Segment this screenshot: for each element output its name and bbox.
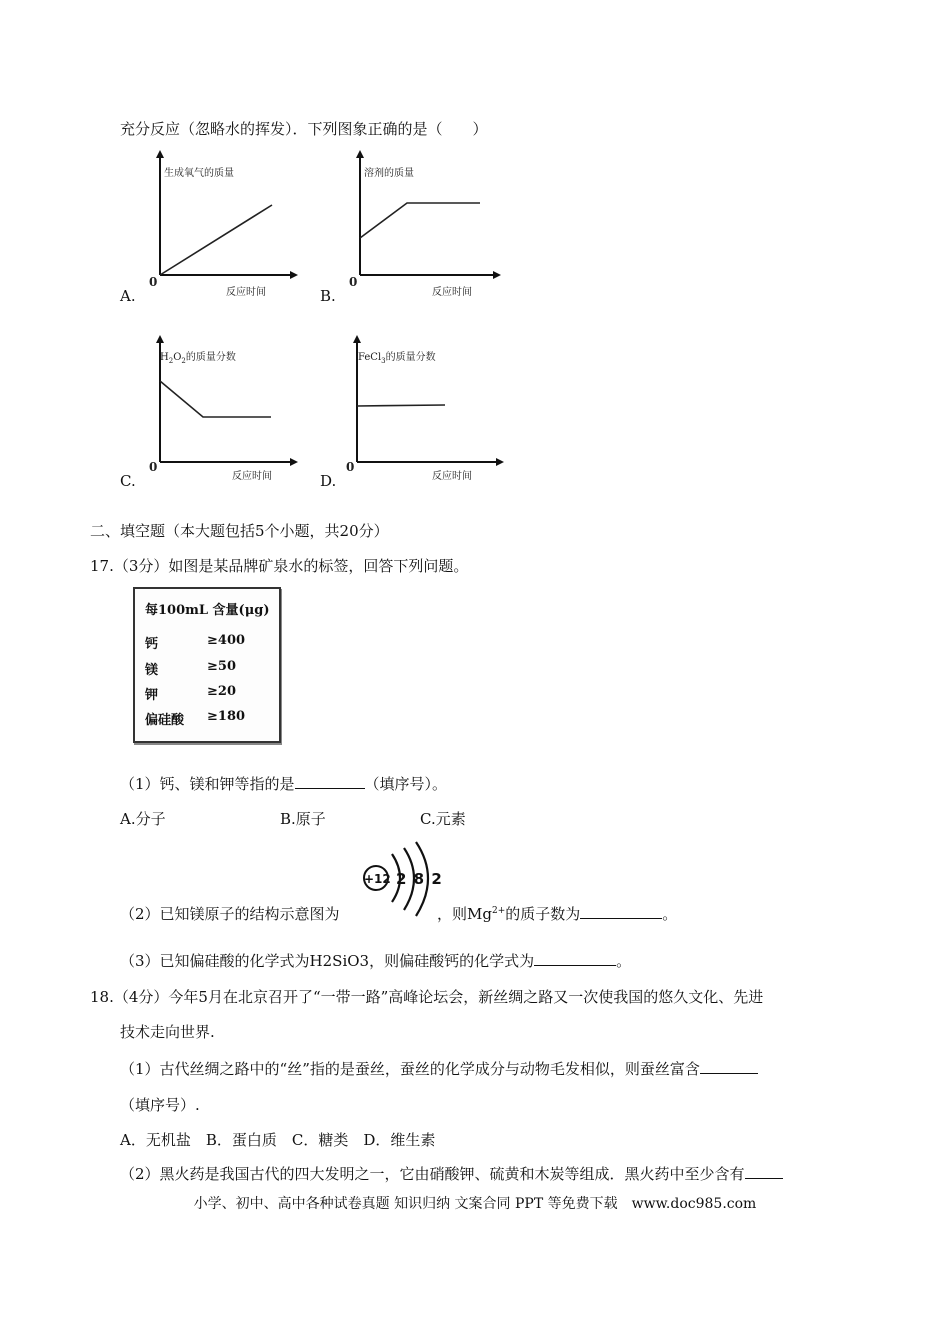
chart-d-ylabel: FeCl$_3$的质量分数 — [358, 352, 436, 365]
label-row-name: 钙 — [145, 637, 159, 652]
chart-a-line — [160, 205, 272, 275]
answer-blank[interactable] — [700, 1059, 758, 1074]
magnesium-atom-diagram — [358, 840, 448, 924]
q18-stem-line1: 18.（4分）今年5月在北京召开了“一带一路”高峰论坛会，新丝绸之路又一次使我国的悠久文化、先进 — [90, 988, 764, 1006]
label-row-name: 偏硅酸 — [145, 713, 185, 728]
q16-stem: 充分反应（忽略水的挥发）．下列图象正确的是（ ） — [120, 120, 488, 138]
chart-c-line — [160, 381, 271, 417]
label-header: 每100mL 含量(μg) — [145, 603, 270, 618]
q18-part1-line2: （填序号）. — [120, 1096, 200, 1114]
chart-c-xlabel: 反应时间 — [232, 471, 272, 482]
chart-a-y-arrow — [156, 150, 164, 158]
chart-d-x-arrow — [496, 458, 504, 466]
q18-part1-line1 — [120, 1058, 758, 1079]
q17-part2-mid: ，则Mg — [437, 905, 492, 923]
chart-d-xlabel: 反应时间 — [432, 471, 472, 482]
q17-part3 — [120, 950, 631, 971]
chart-b-x-arrow — [493, 271, 501, 279]
chart-b-svg — [340, 150, 505, 300]
answer-blank[interactable] — [580, 904, 662, 919]
label-row-value: ≥50 — [207, 659, 236, 674]
q17-part2-sup: 2+ — [491, 906, 506, 916]
label-row-value: ≥20 — [207, 684, 236, 699]
label-row-value: ≥180 — [207, 709, 246, 724]
q17-part2 — [437, 903, 677, 924]
label-row-name: 镁 — [145, 663, 159, 678]
answer-blank[interactable] — [745, 1164, 783, 1179]
q17-part2-post: 的质子数为 — [505, 905, 581, 923]
q18-part1-text: （1）古代丝绸之路中的“丝”指的是蚕丝，蚕丝的化学成分与动物毛发相似，则蚕丝富含 — [120, 1060, 700, 1078]
q17-part1 — [120, 773, 447, 794]
label-row-value: ≥400 — [207, 633, 246, 648]
q18-stem-line2: 技术走向世界. — [120, 1023, 215, 1041]
chart-b-letter: B. — [320, 287, 336, 305]
answer-blank[interactable] — [295, 774, 365, 789]
page-footer: 小学、初中、高中各种试卷真题 知识归纳 文案合同 PPT 等免费下载 www.doc985.com — [193, 1196, 757, 1212]
q17-option-a: A.分子 — [120, 810, 166, 828]
chart-b-line — [360, 203, 480, 238]
chart-a-ylabel: 生成氧气的质量 — [164, 168, 234, 179]
q17-part2-pre: （2）已知镁原子的结构示意图为 — [120, 905, 340, 923]
q18-part2-text: （2）黑火药是我国古代的四大发明之一，它由硝酸钾、硫黄和木炭等组成．黑火药中至少含有 — [120, 1165, 745, 1183]
q18-part2 — [120, 1163, 783, 1184]
chart-a — [140, 150, 300, 304]
chart-c-origin: 0 — [149, 460, 158, 474]
chart-a-x-arrow — [290, 271, 298, 279]
chart-d-origin: 0 — [346, 460, 355, 474]
answer-blank[interactable] — [534, 951, 616, 966]
chart-b-origin: 0 — [349, 275, 358, 289]
q17-option-c: C.元素 — [420, 810, 466, 828]
q17-option-b: B.原子 — [280, 810, 326, 828]
chart-b-ylabel: 溶剂的质量 — [364, 168, 414, 179]
chart-c-y-arrow — [156, 335, 164, 343]
q17-stem: 17.（3分）如图是某品牌矿泉水的标签，回答下列问题。 — [90, 557, 469, 575]
q18-options: A．无机盐 B．蛋白质 C．糖类 D．维生素 — [120, 1131, 436, 1149]
atom-nucleus-charge: +12 — [364, 872, 391, 886]
q17-part1-post: （填序号）。 — [364, 775, 448, 793]
label-row-name: 钾 — [145, 688, 159, 703]
chart-c-svg — [140, 335, 300, 485]
chart-c-x-arrow — [290, 458, 298, 466]
q17-part3-end: 。 — [616, 952, 632, 970]
chart-d — [340, 335, 510, 489]
chart-d-line — [357, 405, 445, 406]
chart-a-svg — [140, 150, 300, 300]
chart-b — [340, 150, 505, 304]
chart-d-y-arrow — [353, 335, 361, 343]
atom-shell-electrons: 2 8 2 — [396, 870, 443, 888]
chart-a-xlabel: 反应时间 — [226, 287, 266, 298]
chart-a-origin: 0 — [149, 275, 158, 289]
section-heading: 二、填空题（本大题包括5个小题，共20分） — [90, 522, 389, 540]
chart-c-ylabel: $H_2O_2$的质量分数 — [160, 352, 236, 365]
chart-a-letter: A. — [120, 287, 136, 305]
chart-c — [140, 335, 300, 489]
chart-c-letter: C. — [120, 472, 136, 490]
atom-svg — [358, 840, 448, 920]
q17-part3-pre: （3）已知偏硅酸的化学式为H2SiO3，则偏硅酸钙的化学式为 — [120, 952, 535, 970]
q17-part2-end: 。 — [662, 905, 678, 923]
q17-part1-pre: （1）钙、镁和钾等指的是 — [120, 775, 295, 793]
chart-d-letter: D. — [320, 472, 337, 490]
chart-b-y-arrow — [356, 150, 364, 158]
mineral-water-label — [133, 587, 281, 743]
chart-b-xlabel: 反应时间 — [432, 287, 472, 298]
chart-d-svg — [340, 335, 510, 485]
